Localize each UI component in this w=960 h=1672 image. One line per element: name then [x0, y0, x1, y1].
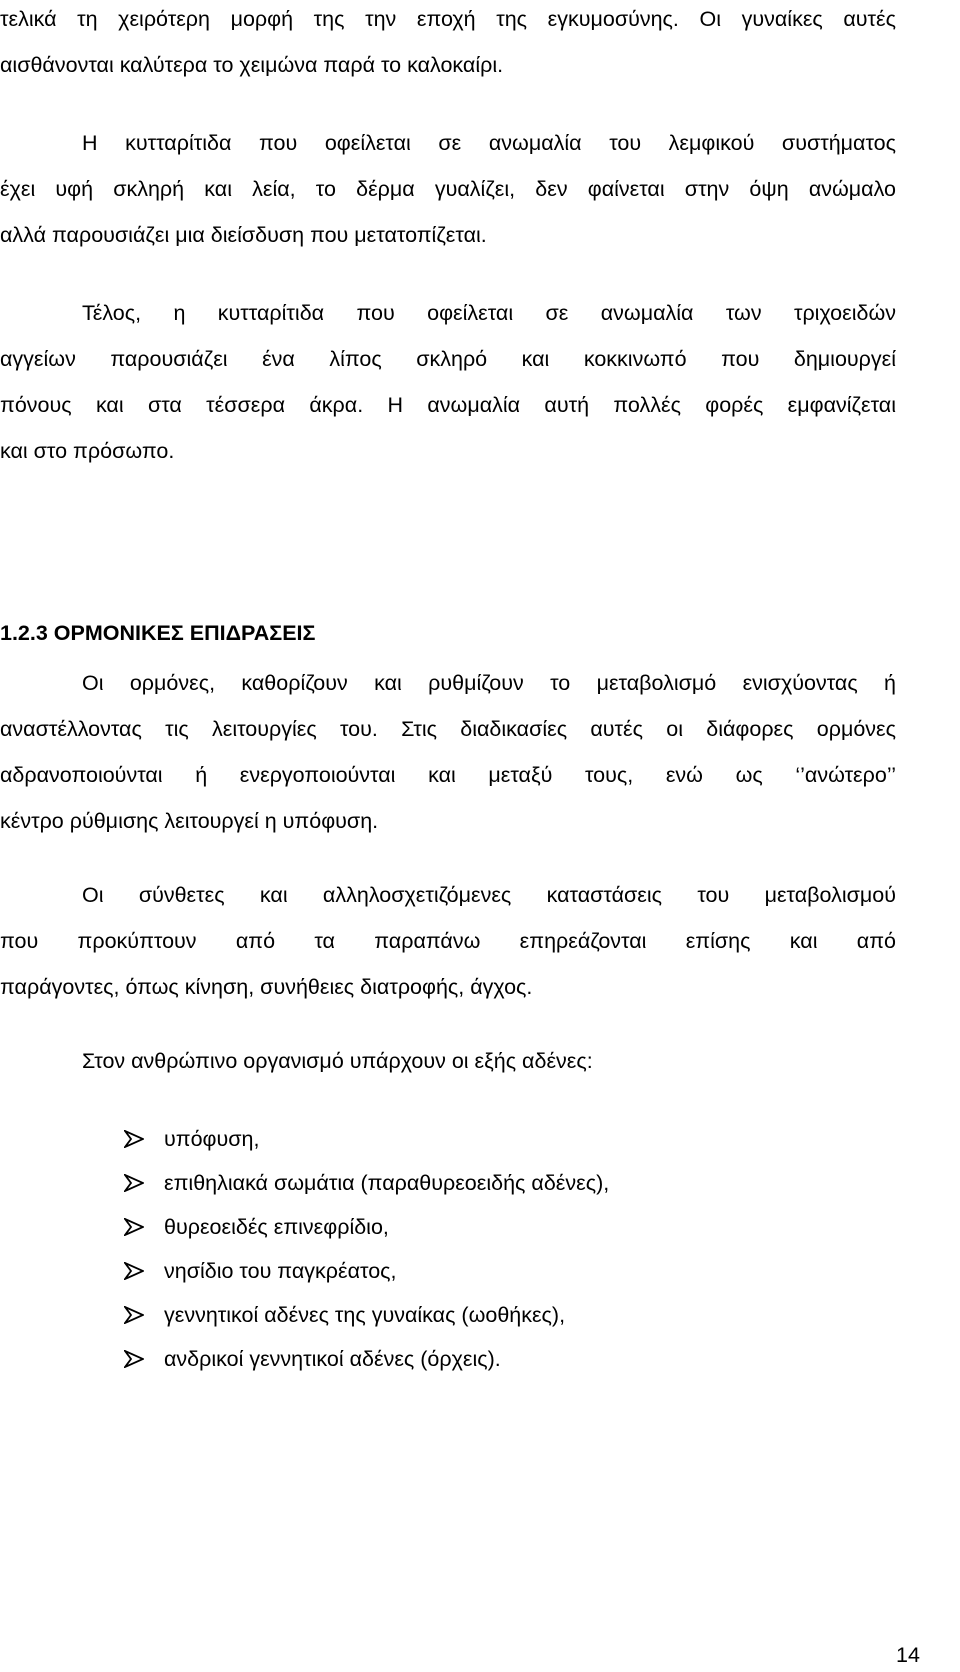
- list-item-text: νησίδιο του παγκρέατος,: [164, 1259, 397, 1283]
- section-heading: 1.2.3 ΟΡΜΟΝΙΚΕΣ ΕΠΙΔΡΑΣΕΙΣ: [0, 621, 316, 645]
- arrowhead-bullet-icon: [124, 1130, 144, 1148]
- list-item-text: υπόφυση,: [164, 1127, 260, 1151]
- list-item-text: επιθηλιακά σωμάτια (παραθυρεοειδής αδένες),: [164, 1171, 610, 1195]
- paragraph-1-line-1: τελικά τη χειρότερη μορφή της την εποχή της εγκυμοσύνης. Οι γυναίκες αυτές: [0, 7, 896, 31]
- section-paragraph-1-line-3: αδρανοποιούνται ή ενεργοποιούνται και μεταξύ τους, ενώ ως ‘’ανώτερο’’: [0, 763, 896, 787]
- section-paragraph-1-line-4: κέντρο ρύθμισης λειτουργεί η υπόφυση.: [0, 809, 379, 833]
- paragraph-1-line-2: αισθάνονται καλύτερα το χειμώνα παρά το καλοκαίρι.: [0, 53, 504, 77]
- list-item-text: θυρεοειδές επινεφρίδιο,: [164, 1215, 389, 1239]
- section-paragraph-2-line-1: Οι σύνθετες και αλληλοσχετιζόμενες καταστάσεις του μεταβολισμού: [82, 883, 896, 907]
- paragraph-3-line-4: και στο πρόσωπο.: [0, 439, 175, 463]
- paragraph-2-line-1: Η κυτταρίτιδα που οφείλεται σε ανωμαλία του λεμφικού συστήματος: [82, 131, 896, 155]
- arrowhead-bullet-icon: [124, 1174, 144, 1192]
- arrowhead-bullet-icon: [124, 1350, 144, 1368]
- arrowhead-bullet-icon: [124, 1218, 144, 1236]
- page-number: 14: [896, 1643, 920, 1667]
- paragraph-3-line-2: αγγείων παρουσιάζει ένα λίπος σκληρό και κοκκινωπό που δημιουργεί: [0, 347, 896, 371]
- section-paragraph-1-line-2: αναστέλλοντας τις λειτουργίες του. Στις διαδικασίες αυτές οι διάφορες ορμόνες: [0, 717, 896, 741]
- paragraph-2-line-2: έχει υφή σκληρή και λεία, το δέρμα γυαλίζει, δεν φαίνεται στην όψη ανώμαλο: [0, 177, 896, 201]
- paragraph-2-line-3: αλλά παρουσιάζει μια διείσδυση που μετατοπίζεται.: [0, 223, 487, 247]
- list-item-text: ανδρικοί γεννητικοί αδένες (όρχεις).: [164, 1347, 501, 1371]
- arrowhead-bullet-icon: [124, 1262, 144, 1280]
- section-paragraph-2-line-2: που προκύπτουν από τα παραπάνω επηρεάζονται επίσης και από: [0, 929, 896, 953]
- paragraph-3-line-1: Τέλος, η κυτταρίτιδα που οφείλεται σε ανωμαλία των τριχοειδών: [82, 301, 896, 325]
- section-paragraph-1-line-1: Οι ορμόνες, καθορίζουν και ρυθμίζουν το μεταβολισμό ενισχύοντας ή: [82, 671, 896, 695]
- section-paragraph-3-line-1: Στον ανθρώπινο οργανισμό υπάρχουν οι εξής αδένες:: [82, 1049, 593, 1073]
- section-paragraph-2-line-3: παράγοντες, όπως κίνηση, συνήθειες διατροφής, άγχος.: [0, 975, 533, 999]
- arrowhead-bullet-icon: [124, 1306, 144, 1324]
- paragraph-3-line-3: πόνους και στα τέσσερα άκρα. Η ανωμαλία αυτή πολλές φορές εμφανίζεται: [0, 393, 896, 417]
- list-item-text: γεννητικοί αδένες της γυναίκας (ωοθήκες),: [164, 1303, 566, 1327]
